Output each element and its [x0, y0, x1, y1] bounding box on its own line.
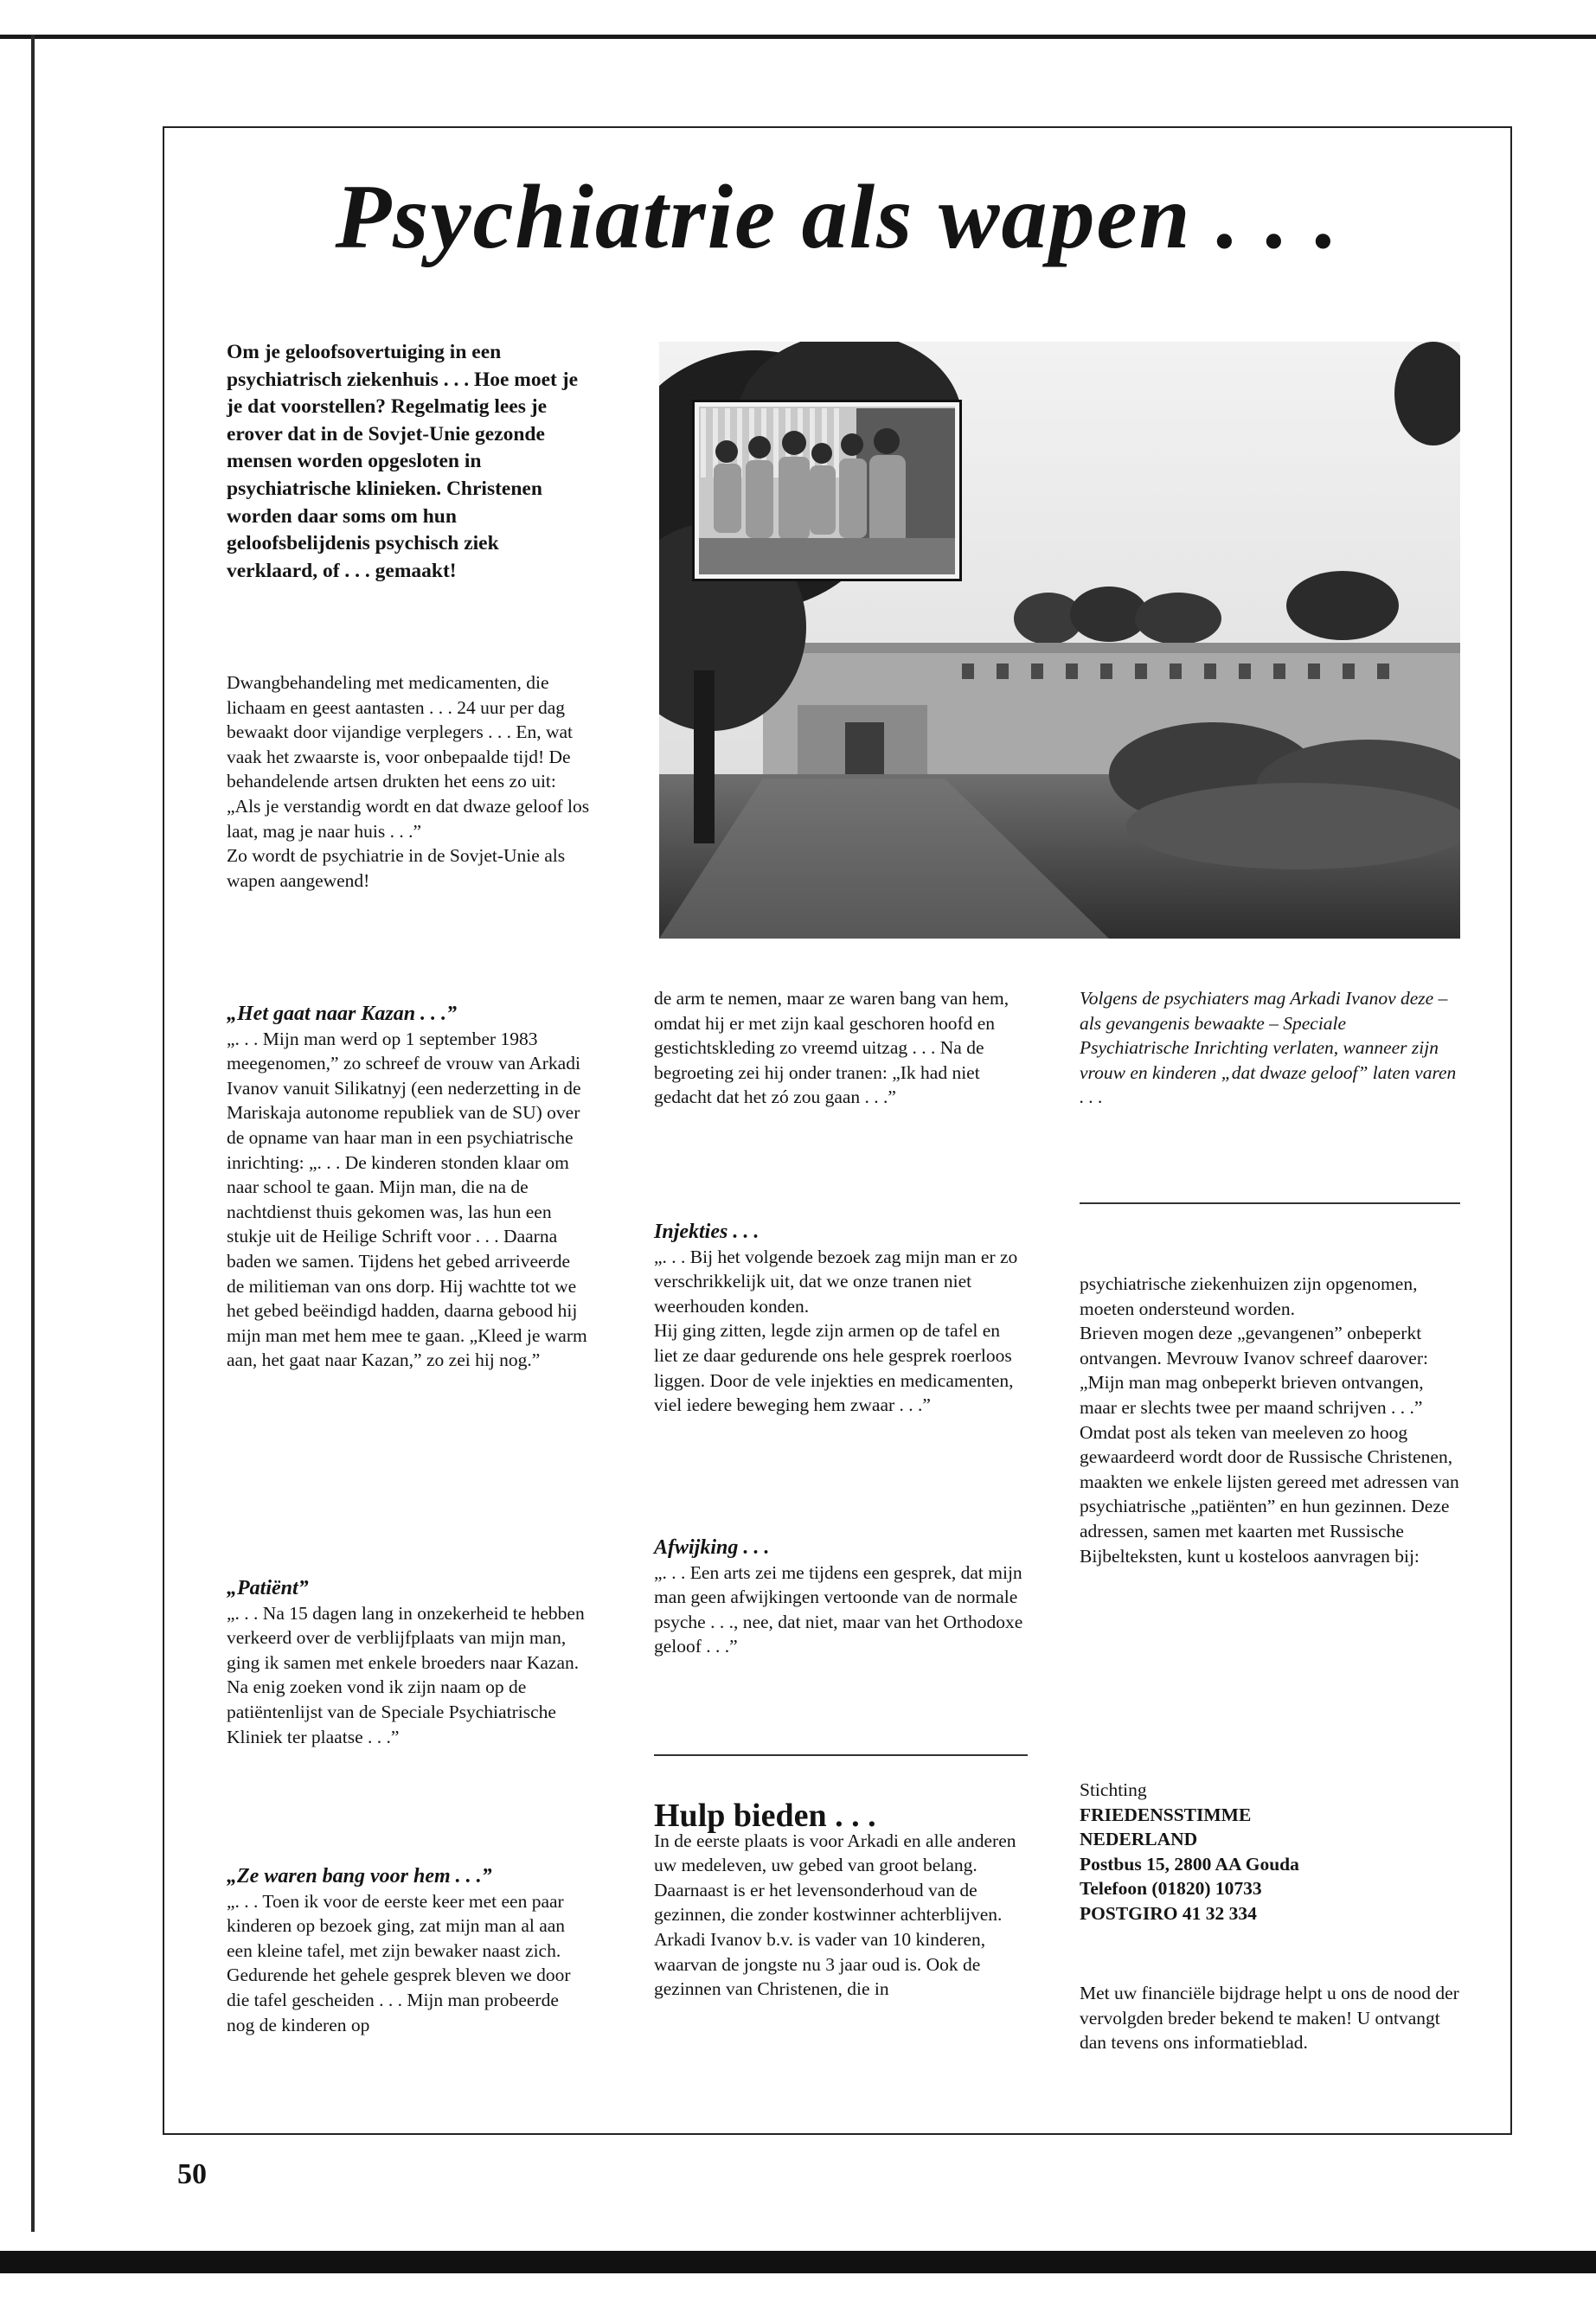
section-hulp [654, 1798, 1028, 2002]
photo-caption: Volgens de psychiaters mag Arkadi Ivanov deze – als gevangenis bewaakte – Speciale Psychiatrische Inrichting verlaten, wanneer zijn vrouw en kinderen „dat dwaze geloof” laten varen . . . [1080, 988, 1457, 1108]
column-divider [654, 1754, 1028, 1756]
family-photo-drawing [692, 400, 962, 581]
section-bang [227, 1864, 590, 2037]
page-edge-bottom [0, 2251, 1596, 2273]
page-edge-left [31, 35, 35, 2232]
section-heading: Injekties . . . [654, 1221, 760, 1243]
section-afwijking [654, 1535, 1028, 1659]
section-body: „. . . Toen ik voor de eerste keer met een paar kinderen op bezoek ging, zat mijn man al aan een kleine tafel, met zijn bewaker naast zich. Gedurende het gehele gesprek bleven we door die tafel gescheiden . . . Mijn man probeerde nog de kinderen op [227, 1890, 571, 2035]
section-body-2: Hij ging zitten, legde zijn armen op de tafel en liet ze daar gedurende ons hele gesprek roerloos liggen. Door de vele injekties en medicamenten, viel iedere beweging hem zwaar . . .” [654, 1320, 1014, 1416]
col3-body [1080, 1272, 1460, 1568]
page-edge [0, 35, 1596, 39]
contact-name: FRIEDENSSTIMME [1080, 1804, 1252, 1825]
contact-label: Stichting [1080, 1779, 1147, 1800]
section-body-continued: de arm te nemen, maar ze waren bang van hem, omdat hij er met zijn kaal geschoren hoofd en gestichtskleding zo vreemd uitzag . . . Na de begroeting zei hij onder tranen: „Ik had niet gedacht dat het zó zou gaan . . .” [654, 988, 1010, 1108]
section-injekties [654, 1220, 1028, 1418]
page-title: Psychiatrie als wapen . . . [335, 166, 1340, 267]
column-divider [1080, 1202, 1460, 1204]
section-body: „. . . Bij het volgende bezoek zag mijn man er zo verschrikkelijk uit, dat we onze tranen niet weerhouden konden. [654, 1246, 1018, 1317]
section-body: „. . . Mijn man werd op 1 september 1983 meegenomen,” zo schreef de vrouw van Arkadi Ivanov vanuit Silikatnyj (een nederzetting in de Mariskaja autonome republiek van de SU) over de opname van haar man in een psychiatrische inrichting: „. . . De kinderen stonden klaar om naar school te gaan. Mijn man, die na de nachtdienst thuis gekomen was, las hun een stukje uit de Heilige Schrift voor . . . Daarna baden we samen. Tijdens het gebed arriveerde de militieman van ons dorp. Hij wachtte tot we het gebed beëindigd hadden, daarna gebood hij mijn man met hem mee te gaan. „Kleed je warm aan, het gaat naar Kazan,” zo zei hij nog.” [227, 1028, 587, 1371]
page-number: 50 [177, 2158, 207, 2190]
section-patient [227, 1576, 590, 1749]
lead-paragraph-block [227, 670, 590, 893]
body-paragraph: psychiatrische ziekenhuizen zijn opgenomen, moeten ondersteund worden. [1080, 1273, 1418, 1319]
section-kazan [227, 1002, 590, 1373]
section-heading: Afwijking . . . [654, 1536, 770, 1559]
body-paragraph: Brieven mogen deze „gevangenen” onbeperkt ontvangen. Mevrouw Ivanov schreef daarover: „Mijn man mag onbeperkt brieven ontvangen, maar er slechts twee per maand schrijven . . .” [1080, 1323, 1428, 1418]
section-heading: „Patiënt” [227, 1577, 309, 1599]
family-inset-photo [692, 400, 962, 581]
contact-address: Postbus 15, 2800 AA Gouda [1080, 1853, 1299, 1875]
closing-paragraph: Met uw financiële bijdrage helpt u ons de nood der vervolgden breder bekend te maken! U ontvangt dan tevens ons informatieblad. [1080, 1983, 1459, 2054]
section-heading: „Ze waren bang voor hem . . .” [227, 1865, 492, 1888]
section-body: In de eerste plaats is voor Arkadi en alle anderen uw medeleven, uw gebed van groot belang. [654, 1830, 1016, 1876]
contact-phone: Telefoon (01820) 10733 [1080, 1878, 1262, 1900]
section-body-2: Daarnaast is er het levensonderhoud van de gezinnen, die zonder kostwinner achterblijven. Arkadi Ivanov b.v. is vader van 10 kinderen, waarvan de jongste nu 3 jaar oud is. Ook de gezinnen van Christenen, die in [654, 1879, 1003, 2000]
lead-paragraph-2: Zo wordt de psychiatrie in de Sovjet-Unie als wapen aangewend! [227, 845, 566, 891]
contact-name-2: NEDERLAND [1080, 1829, 1198, 1850]
body-paragraph: Omdat post als teken van meeleven zo hoog gewaardeerd wordt door de Russische Christenen, maakten we enkele lijsten gereed met adressen van psychiatrische „patiënten” en hun gezinnen. Deze adressen, samen met kaarten met Russische Bijbelteksten, kunt u kosteloos aanvragen bij: [1080, 1421, 1459, 1567]
contact-block [1080, 1778, 1460, 1926]
intro-paragraph: Om je geloofsovertuiging in een psychiatrisch ziekenhuis . . . Hoe moet je je dat voorstellen? Regelmatig lees je erover dat in de Sovjet-Unie gezonde mensen worden opgesloten in psychiatrische klinieken. Christenen worden daar soms om hun geloofsbelijdenis psychisch ziek verklaard, of . . . gemaakt! [227, 341, 578, 582]
section-body: „. . . Een arts zei me tijdens een gesprek, dat mijn man geen afwijkingen vertoonde van de normale psyche . . ., nee, dat niet, maar van het Orthodoxe geloof . . .” [654, 1561, 1023, 1657]
section-bang-continuation [654, 986, 1028, 1110]
contact-giro: POSTGIRO 41 32 334 [1080, 1902, 1257, 1924]
section-heading: „Het gaat naar Kazan . . .” [227, 1003, 458, 1025]
section-body: „. . . Na 15 dagen lang in onzekerheid te hebben verkeerd over de verblijfplaats van mijn man, ging ik samen met enkele broeders naar Kazan. Na enig zoeken vond ik zijn naam op de patiëntenlijst van de Speciale Psychiatrische Kliniek ter plaatse . . .” [227, 1602, 585, 1747]
section-heading: Hulp bieden . . . [654, 1798, 876, 1834]
lead-paragraph: Dwangbehandeling met medicamenten, die lichaam en geest aantasten . . . 24 uur per dag bewaakt door vijandige verplegers . . . En, wat vaak het zwaarste is, voor onbepaalde tijd! De behandelende artsen drukten het eens zo uit: „Als je verstandig wordt en dat dwaze geloof los laat, mag je naar huis . . .” [227, 672, 590, 842]
